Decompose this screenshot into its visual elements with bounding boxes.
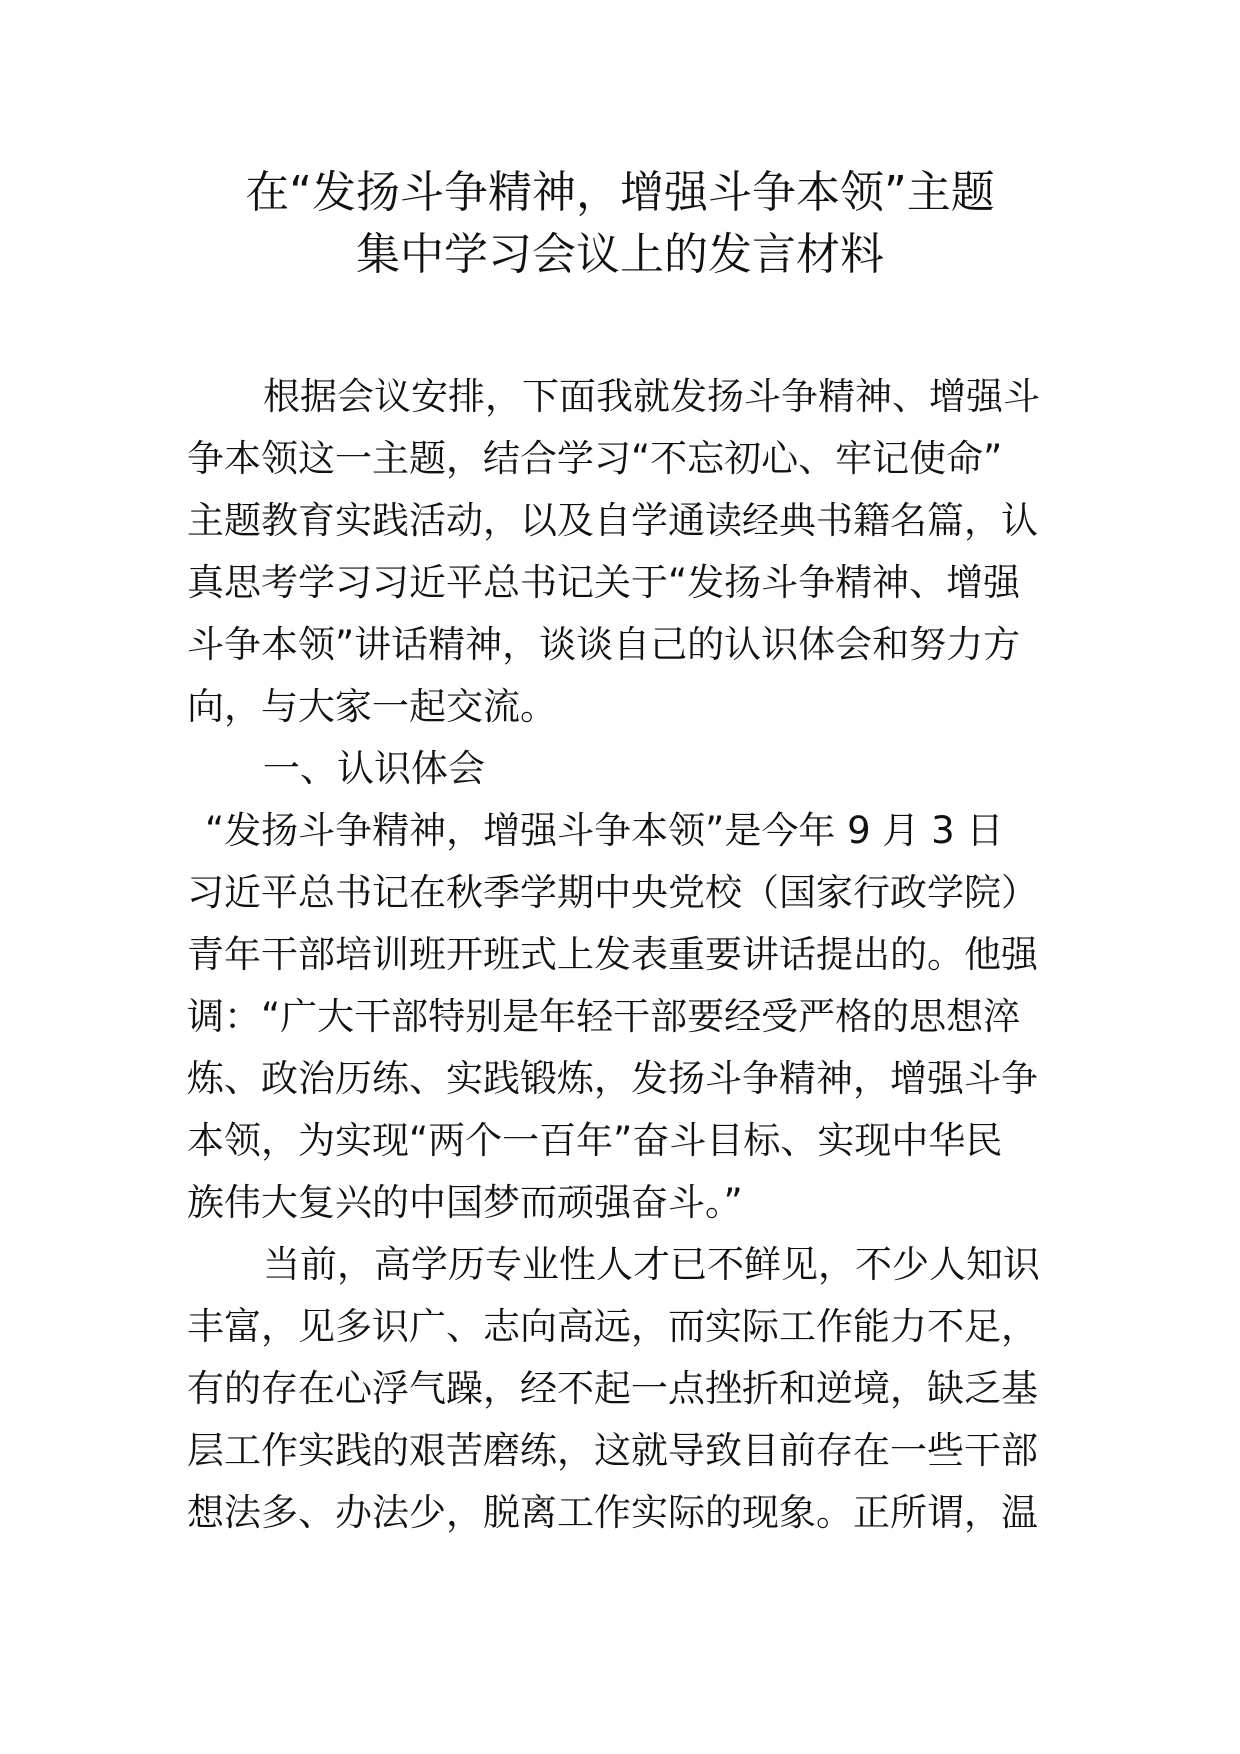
body-line: 青年干部培训班开班式上发表重要讲话提出的。他强 <box>187 933 1038 976</box>
body-line: 当前，高学历专业性人才已不鲜见，不少人知识 <box>263 1243 1040 1286</box>
body-line: 本领，为实现“两个一百年”奋斗目标、实现中华民 <box>187 1119 1003 1162</box>
body-line: 调：“广大干部特别是年轻干部要经受严格的思想淬 <box>187 995 1021 1038</box>
document-title <box>150 162 1090 286</box>
body-line: 炼、政治历练、实践锻炼，发扬斗争精神，增强斗争 <box>187 1057 1038 1100</box>
body-line: 斗争本领”讲话精神，谈谈自己的认识体会和努力方 <box>187 623 1021 666</box>
body-line: 丰富，见多识广、志向高远，而实际工作能力不足， <box>187 1305 1038 1348</box>
body-line: 族伟大复兴的中国梦而顽强奋斗。” <box>187 1181 743 1224</box>
body-line: 习近平总书记在秋季学期中央党校（国家行政学院） <box>187 871 1038 914</box>
body-line: 争本领这一主题，结合学习“不忘初心、牢记使命” <box>187 437 1003 480</box>
body-line: 向，与大家一起交流。 <box>187 685 557 728</box>
body-line: “发扬斗争精神，增强斗争本领”是今年 9 月 3 日 <box>205 809 1004 852</box>
body-line: 一、认识体会 <box>263 747 485 790</box>
document-body <box>187 366 1067 1544</box>
body-line: 根据会议安排，下面我就发扬斗争精神、增强斗 <box>263 375 1040 418</box>
body-line: 主题教育实践活动，以及自学通读经典书籍名篇，认 <box>187 499 1038 542</box>
title-line-1: 在“发扬斗争精神，增强斗争本领”主题 <box>245 167 995 218</box>
body-line: 有的存在心浮气躁，经不起一点挫折和逆境，缺乏基 <box>187 1367 1038 1410</box>
body-line: 想法多、办法少，脱离工作实际的现象。正所谓，温 <box>187 1491 1038 1534</box>
body-line: 层工作实践的艰苦磨练，这就导致目前存在一些干部 <box>187 1429 1038 1472</box>
title-line-2: 集中学习会议上的发言材料 <box>356 229 884 280</box>
body-line: 真思考学习习近平总书记关于“发扬斗争精神、增强 <box>187 561 1021 604</box>
